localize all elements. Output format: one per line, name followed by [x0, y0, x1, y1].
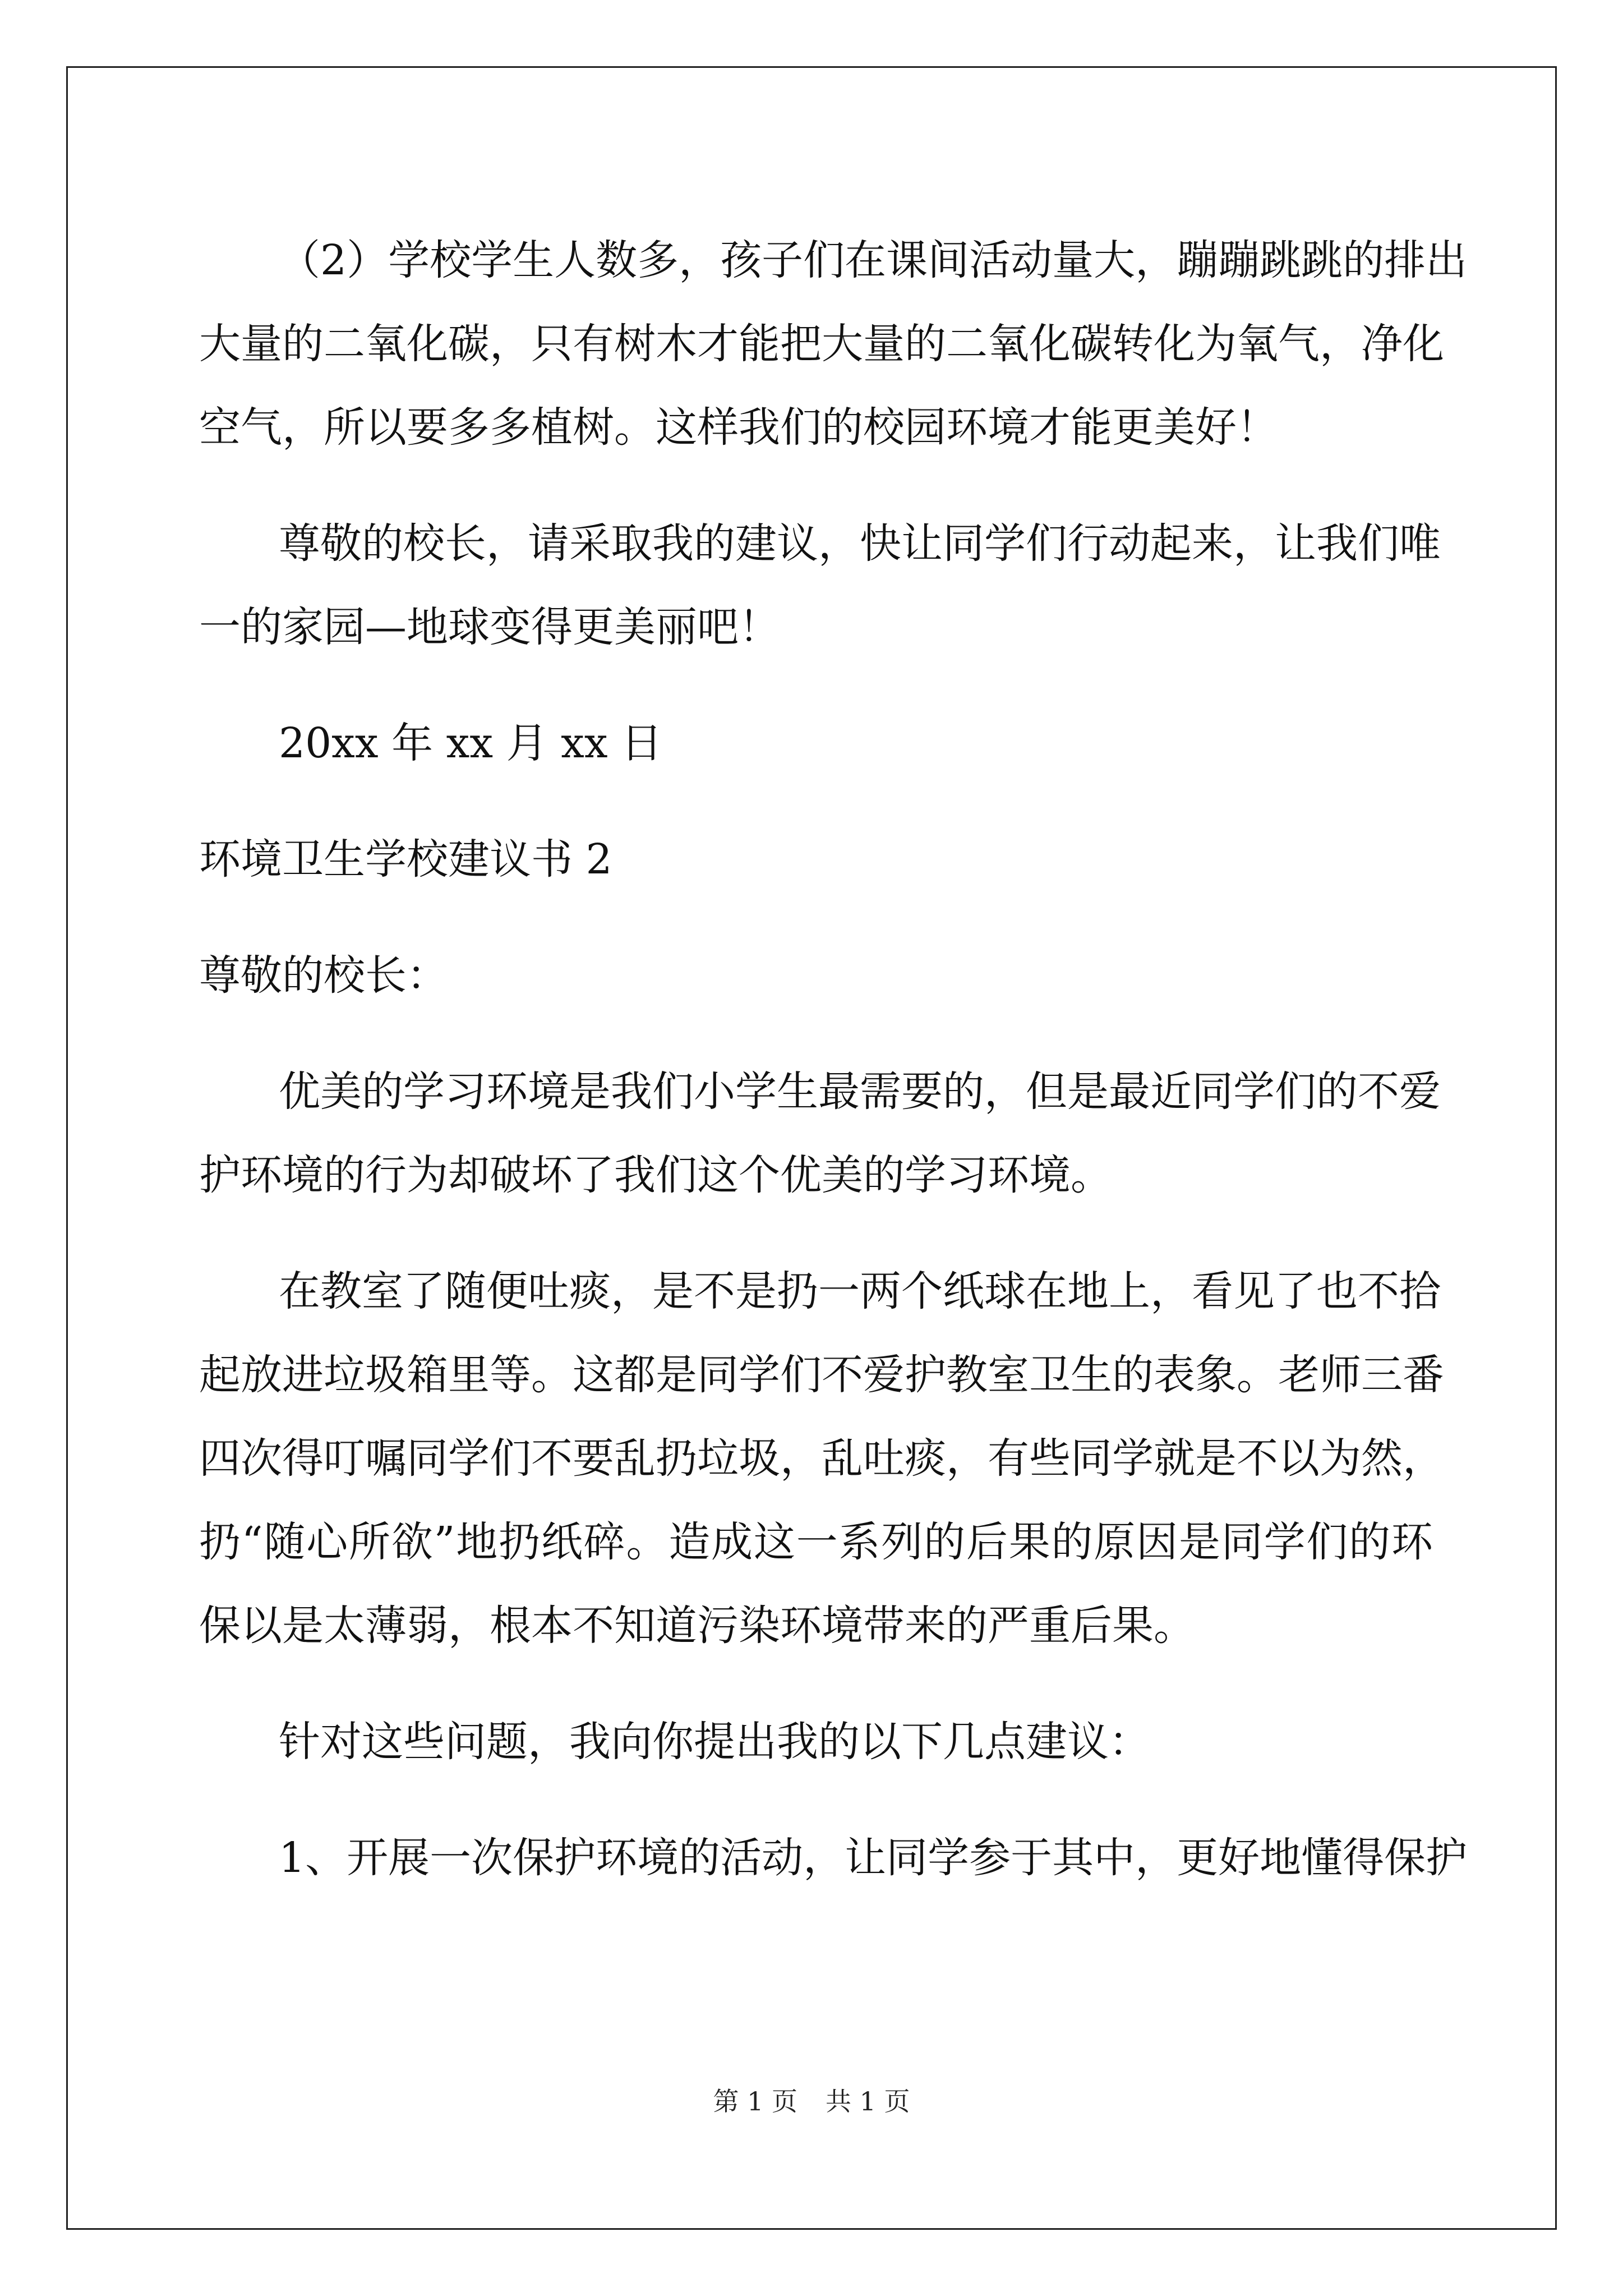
page-total: 共 1 页 [826, 2086, 910, 2116]
text-line: 针对这些问题，我向你提出我的以下几点建议： [279, 1718, 1150, 1766]
page-footer [0, 2085, 1623, 2118]
text-line: 保以是太薄弱，根本不知道污染环境带来的严重后果。 [199, 1602, 1195, 1650]
text-line: 扔“随心所欲”地扔纸碎。造成这一系列的后果的原因是同学们的环 [199, 1518, 1433, 1566]
text-line: 起放进垃圾箱里等。这都是同学们不爱护教室卫生的表象。老师三番 [199, 1351, 1444, 1399]
section-title: 环境卫生学校建议书 2 [199, 835, 612, 884]
text-line: 1、开展一次保护环境的活动，让同学参于其中，更好地懂得保护 [279, 1834, 1468, 1882]
text-line: 一的家园—地球变得更美丽吧！ [199, 603, 780, 651]
document-body [199, 219, 1468, 1900]
text-line: 空气，所以要多多植树。这样我们的校园环境才能更美好！ [199, 403, 1278, 452]
text-line: 护环境的行为却破坏了我们这个优美的学习环境。 [199, 1151, 1112, 1199]
text-line: 在教室了随便吐痰，是不是扔一两个纸球在地上，看见了也不拾 [279, 1267, 1441, 1315]
date-line: 20xx 年 xx 月 xx 日 [279, 719, 663, 767]
salutation: 尊敬的校长： [199, 951, 448, 1000]
text-line: 尊敬的校长，请采取我的建议，快让同学们行动起来，让我们唯 [279, 519, 1441, 568]
text-line: 大量的二氧化碳，只有树木才能把大量的二氧化碳转化为氧气，净化 [199, 320, 1444, 368]
text-line: （2）学校学生人数多，孩子们在课间活动量大，蹦蹦跳跳的排出 [279, 236, 1468, 284]
page-number: 第 1 页 [713, 2086, 797, 2116]
text-line: 四次得叮嘱同学们不要乱扔垃圾，乱吐痰，有些同学就是不以为然， [199, 1434, 1444, 1483]
text-line: 优美的学习环境是我们小学生最需要的，但是最近同学们的不爱 [279, 1068, 1441, 1116]
